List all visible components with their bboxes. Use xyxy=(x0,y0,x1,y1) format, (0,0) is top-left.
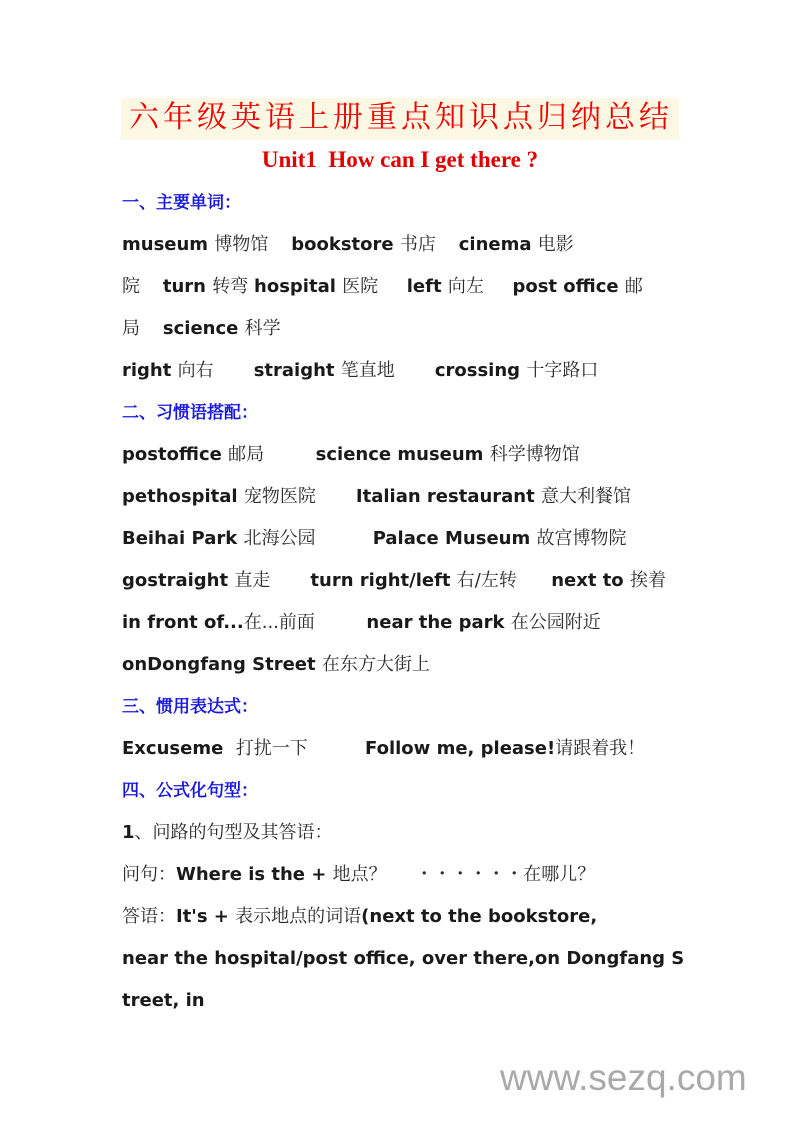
text-line xyxy=(122,816,692,858)
english-term: Palace Museum xyxy=(372,528,537,549)
chinese-text: 地点？ ・・・・・・在哪儿？ xyxy=(332,864,596,885)
watermark: www.sezq.com xyxy=(500,1057,747,1098)
english-term: right xyxy=(122,360,178,381)
text-line xyxy=(122,648,692,690)
chinese-text: 转弯 xyxy=(212,276,255,297)
chinese-text: 书店 xyxy=(399,234,459,255)
text-line xyxy=(122,228,692,270)
english-term: near the hospital/post office, over there,on Dongfang S xyxy=(122,948,685,969)
section-heading: 三、惯用表达式： xyxy=(122,697,258,717)
chinese-text: 请跟着我！ xyxy=(555,738,646,759)
chinese-text: 宠物医院 xyxy=(243,486,356,507)
english-term: It's + xyxy=(176,906,236,927)
english-term: science xyxy=(162,318,245,339)
text-line xyxy=(122,438,692,480)
chinese-text: 问句： xyxy=(122,864,176,885)
english-term: museum xyxy=(122,234,215,255)
chinese-text: 医院 xyxy=(342,276,407,297)
english-term: near the park xyxy=(366,612,511,633)
english-term: treet, in xyxy=(122,990,205,1011)
section-heading: 二、习惯语搭配： xyxy=(122,403,258,423)
chinese-text: 表示地点的词语 xyxy=(235,906,362,927)
chinese-text: 答语： xyxy=(122,906,176,927)
text-line xyxy=(122,942,692,984)
text-line xyxy=(122,984,692,1026)
document-title: 六年级英语上册重点知识点归纳总结 xyxy=(121,98,679,140)
chinese-text: 向右 xyxy=(177,360,254,381)
english-term: Beihai Park xyxy=(122,528,244,549)
text-line xyxy=(122,900,692,942)
english-term: 1 xyxy=(122,822,135,843)
english-term: onDongfang Street xyxy=(122,654,322,675)
chinese-text: 笔直地 xyxy=(340,360,435,381)
chinese-text: 科学博物馆 xyxy=(489,444,580,465)
section-heading: 四、公式化句型： xyxy=(122,781,258,801)
chinese-text: 电影 xyxy=(537,234,574,255)
english-term: science museum xyxy=(315,444,490,465)
text-line xyxy=(122,354,692,396)
chinese-text: 院 xyxy=(122,276,163,297)
text-line xyxy=(122,312,692,354)
english-term: (next to the bookstore, xyxy=(361,906,598,927)
english-term: postoffice xyxy=(122,444,229,465)
english-term: pethospital xyxy=(122,486,244,507)
english-term: Excuseme xyxy=(122,738,236,759)
english-term: straight xyxy=(253,360,341,381)
chinese-text: 在...前面 xyxy=(243,612,367,633)
unit-subtitle: Unit1 How can I get there ? xyxy=(261,147,539,172)
chinese-text: 博物馆 xyxy=(214,234,292,255)
text-line xyxy=(122,858,692,900)
section-heading: 一、主要单词： xyxy=(122,193,241,213)
text-line xyxy=(122,564,692,606)
english-term: hospital xyxy=(254,276,343,297)
text-line xyxy=(122,606,692,648)
english-term: post office xyxy=(512,276,625,297)
english-term: bookstore xyxy=(291,234,400,255)
english-term: Italian restaurant xyxy=(355,486,541,507)
chinese-text: 邮 xyxy=(624,276,643,297)
english-term: next to xyxy=(551,570,630,591)
chinese-text: 打扰一下 xyxy=(235,738,366,759)
text-line xyxy=(122,732,692,774)
english-term: in front of... xyxy=(122,612,244,633)
chinese-text: 挨着 xyxy=(629,570,666,591)
chinese-text: 在公园附近 xyxy=(510,612,601,633)
english-term: crossing xyxy=(434,360,527,381)
chinese-text: 在东方大街上 xyxy=(321,654,430,675)
english-term: turn xyxy=(162,276,213,297)
chinese-text: 科学 xyxy=(244,318,281,339)
chinese-text: 右/左转 xyxy=(456,570,552,591)
chinese-text: 、问路的句型及其答语： xyxy=(134,822,333,843)
chinese-text: 十字路口 xyxy=(526,360,599,381)
chinese-text: 意大利餐馆 xyxy=(541,486,631,507)
chinese-text: 邮局 xyxy=(228,444,316,465)
english-term: Follow me, please! xyxy=(365,738,556,759)
english-term: gostraight xyxy=(122,570,235,591)
english-term: Where is the + xyxy=(176,864,333,885)
english-term: left xyxy=(406,276,448,297)
document-body xyxy=(122,186,692,1026)
text-line xyxy=(122,522,692,564)
english-term: turn right/left xyxy=(310,570,457,591)
title-wrapper xyxy=(0,98,800,140)
text-line xyxy=(122,480,692,522)
chinese-text: 向左 xyxy=(447,276,513,297)
chinese-text: 局 xyxy=(122,318,163,339)
chinese-text: 直走 xyxy=(234,570,311,591)
text-line xyxy=(122,270,692,312)
english-term: cinema xyxy=(458,234,538,255)
chinese-text: 北海公园 xyxy=(243,528,373,549)
chinese-text: 故宫博物院 xyxy=(536,528,627,549)
